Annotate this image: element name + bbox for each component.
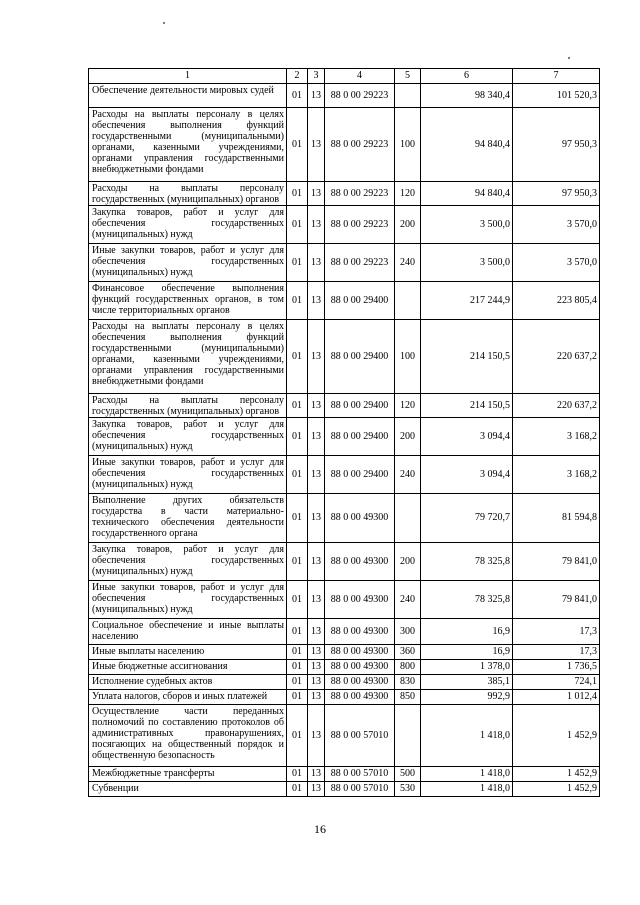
row-amount-year1: 217 244,9 xyxy=(421,282,513,320)
table-row xyxy=(89,619,600,645)
row-amount-year2: 3 570,0 xyxy=(513,244,600,282)
row-amount-year1: 78 325,8 xyxy=(421,543,513,581)
row-target-item: 88 0 00 29223 xyxy=(325,84,395,108)
row-section: 01 xyxy=(287,244,308,282)
row-expense-type: 120 xyxy=(395,394,421,418)
row-section: 01 xyxy=(287,320,308,394)
row-expense-type xyxy=(395,705,421,767)
row-amount-year2: 97 950,3 xyxy=(513,182,600,206)
row-name: Финансовое обеспечение выполнения функций государственных органов, в том числе территориальных органов xyxy=(89,282,287,320)
row-subsection: 13 xyxy=(308,690,325,705)
row-target-item: 88 0 00 29223 xyxy=(325,206,395,244)
row-amount-year2: 97 950,3 xyxy=(513,108,600,182)
row-target-item: 88 0 00 49300 xyxy=(325,675,395,690)
row-subsection: 13 xyxy=(308,282,325,320)
row-amount-year1: 94 840,4 xyxy=(421,182,513,206)
row-name: Исполнение судебных актов xyxy=(89,675,287,690)
row-target-item: 88 0 00 29223 xyxy=(325,182,395,206)
row-expense-type: 530 xyxy=(395,782,421,797)
column-header: 3 xyxy=(308,69,325,84)
table-row xyxy=(89,182,600,206)
row-target-item: 88 0 00 49300 xyxy=(325,645,395,660)
table-row xyxy=(89,660,600,675)
row-amount-year1: 992,9 xyxy=(421,690,513,705)
row-amount-year2: 17,3 xyxy=(513,645,600,660)
row-expense-type: 800 xyxy=(395,660,421,675)
table-row xyxy=(89,84,600,108)
row-amount-year1: 1 378,0 xyxy=(421,660,513,675)
row-section: 01 xyxy=(287,619,308,645)
row-target-item: 88 0 00 49300 xyxy=(325,543,395,581)
budget-table xyxy=(88,68,600,797)
row-subsection: 13 xyxy=(308,320,325,394)
table-header-row xyxy=(89,69,600,84)
column-header: 7 xyxy=(513,69,600,84)
row-subsection: 13 xyxy=(308,675,325,690)
row-target-item: 88 0 00 29223 xyxy=(325,108,395,182)
row-section: 01 xyxy=(287,206,308,244)
row-amount-year2: 79 841,0 xyxy=(513,543,600,581)
row-name: Расходы на выплаты персоналу государственных (муниципальных) органов xyxy=(89,394,287,418)
row-target-item: 88 0 00 29223 xyxy=(325,244,395,282)
row-expense-type: 500 xyxy=(395,767,421,782)
row-expense-type: 200 xyxy=(395,418,421,456)
table-body xyxy=(89,84,600,797)
row-name: Межбюджетные трансферты xyxy=(89,767,287,782)
row-section: 01 xyxy=(287,418,308,456)
row-section: 01 xyxy=(287,456,308,494)
row-target-item: 88 0 00 29400 xyxy=(325,418,395,456)
row-name: Иные закупки товаров, работ и услуг для обеспечения государственных (муниципальных) нужд xyxy=(89,581,287,619)
row-target-item: 88 0 00 49300 xyxy=(325,690,395,705)
table-row xyxy=(89,394,600,418)
row-amount-year1: 1 418,0 xyxy=(421,705,513,767)
row-expense-type: 830 xyxy=(395,675,421,690)
table-row xyxy=(89,418,600,456)
row-target-item: 88 0 00 49300 xyxy=(325,494,395,543)
row-section: 01 xyxy=(287,282,308,320)
row-expense-type: 200 xyxy=(395,206,421,244)
column-header: 2 xyxy=(287,69,308,84)
row-section: 01 xyxy=(287,182,308,206)
row-target-item: 88 0 00 49300 xyxy=(325,581,395,619)
row-target-item: 88 0 00 49300 xyxy=(325,619,395,645)
row-name: Субвенции xyxy=(89,782,287,797)
row-expense-type: 100 xyxy=(395,320,421,394)
row-amount-year1: 78 325,8 xyxy=(421,581,513,619)
row-subsection: 13 xyxy=(308,108,325,182)
row-name: Закупка товаров, работ и услуг для обеспечения государственных (муниципальных) нужд xyxy=(89,543,287,581)
table-row xyxy=(89,690,600,705)
row-amount-year2: 79 841,0 xyxy=(513,581,600,619)
row-subsection: 13 xyxy=(308,494,325,543)
row-subsection: 13 xyxy=(308,84,325,108)
row-target-item: 88 0 00 29400 xyxy=(325,456,395,494)
row-amount-year1: 3 094,4 xyxy=(421,456,513,494)
row-section: 01 xyxy=(287,543,308,581)
row-amount-year2: 724,1 xyxy=(513,675,600,690)
row-subsection: 13 xyxy=(308,782,325,797)
row-name: Расходы на выплаты персоналу в целях обеспечения выполнения функций государственными (муниципальными) органами, казенными учреждениями, органами управления государственными внебюджетными фондами xyxy=(89,320,287,394)
row-name: Выполнение других обязательств государства в части материально-технического обеспечения деятельности государственного органа xyxy=(89,494,287,543)
page-number: 16 xyxy=(314,822,326,836)
row-name: Закупка товаров, работ и услуг для обеспечения государственных (муниципальных) нужд xyxy=(89,418,287,456)
row-expense-type: 240 xyxy=(395,456,421,494)
row-name: Обеспечение деятельности мировых судей xyxy=(89,84,287,108)
row-name: Уплата налогов, сборов и иных платежей xyxy=(89,690,287,705)
budget-table-wrapper xyxy=(88,68,599,797)
row-amount-year2: 223 805,4 xyxy=(513,282,600,320)
table-row xyxy=(89,543,600,581)
row-amount-year2: 101 520,3 xyxy=(513,84,600,108)
row-subsection: 13 xyxy=(308,456,325,494)
table-row xyxy=(89,705,600,767)
row-expense-type: 240 xyxy=(395,244,421,282)
row-amount-year2: 1 012,4 xyxy=(513,690,600,705)
row-subsection: 13 xyxy=(308,418,325,456)
row-name: Иные закупки товаров, работ и услуг для обеспечения государственных (муниципальных) нужд xyxy=(89,244,287,282)
column-header: 1 xyxy=(89,69,287,84)
row-amount-year1: 3 500,0 xyxy=(421,206,513,244)
row-section: 01 xyxy=(287,645,308,660)
row-amount-year1: 214 150,5 xyxy=(421,320,513,394)
table-row xyxy=(89,581,600,619)
row-target-item: 88 0 00 49300 xyxy=(325,660,395,675)
row-amount-year2: 220 637,2 xyxy=(513,320,600,394)
row-section: 01 xyxy=(287,581,308,619)
row-expense-type: 100 xyxy=(395,108,421,182)
row-name: Расходы на выплаты персоналу государственных (муниципальных) органов xyxy=(89,182,287,206)
row-section: 01 xyxy=(287,690,308,705)
row-section: 01 xyxy=(287,84,308,108)
column-header: 4 xyxy=(325,69,395,84)
row-amount-year2: 3 570,0 xyxy=(513,206,600,244)
row-amount-year1: 214 150,5 xyxy=(421,394,513,418)
row-section: 01 xyxy=(287,108,308,182)
row-amount-year2: 3 168,2 xyxy=(513,456,600,494)
table-row xyxy=(89,767,600,782)
row-subsection: 13 xyxy=(308,767,325,782)
row-amount-year2: 1 452,9 xyxy=(513,767,600,782)
row-name: Социальное обеспечение и иные выплаты населению xyxy=(89,619,287,645)
row-expense-type xyxy=(395,282,421,320)
row-subsection: 13 xyxy=(308,244,325,282)
row-section: 01 xyxy=(287,782,308,797)
row-expense-type xyxy=(395,84,421,108)
row-expense-type: 240 xyxy=(395,581,421,619)
table-row xyxy=(89,456,600,494)
table-row xyxy=(89,108,600,182)
row-amount-year1: 16,9 xyxy=(421,619,513,645)
row-subsection: 13 xyxy=(308,394,325,418)
row-section: 01 xyxy=(287,660,308,675)
scan-speck xyxy=(163,22,165,24)
row-amount-year2: 1 736,5 xyxy=(513,660,600,675)
table-row xyxy=(89,206,600,244)
row-amount-year1: 385,1 xyxy=(421,675,513,690)
table-row xyxy=(89,782,600,797)
row-name: Осуществление части переданных полномочий по составлению протоколов об административных правонарушениях, посягающих на общественный порядок и общественную безопасность xyxy=(89,705,287,767)
row-amount-year2: 220 637,2 xyxy=(513,394,600,418)
table-row xyxy=(89,244,600,282)
row-subsection: 13 xyxy=(308,645,325,660)
row-subsection: 13 xyxy=(308,619,325,645)
row-name: Расходы на выплаты персоналу в целях обеспечения выполнения функций государственными (муниципальными) органами, казенными учреждениями, органами управления государственными внебюджетными фондами xyxy=(89,108,287,182)
row-name: Иные бюджетные ассигнования xyxy=(89,660,287,675)
row-amount-year1: 16,9 xyxy=(421,645,513,660)
scan-speck xyxy=(568,57,570,59)
row-expense-type: 360 xyxy=(395,645,421,660)
table-row xyxy=(89,320,600,394)
row-subsection: 13 xyxy=(308,705,325,767)
row-section: 01 xyxy=(287,705,308,767)
table-row xyxy=(89,282,600,320)
row-amount-year1: 94 840,4 xyxy=(421,108,513,182)
row-amount-year1: 1 418,0 xyxy=(421,782,513,797)
row-expense-type: 850 xyxy=(395,690,421,705)
row-section: 01 xyxy=(287,675,308,690)
row-expense-type: 300 xyxy=(395,619,421,645)
row-amount-year2: 1 452,9 xyxy=(513,705,600,767)
row-name: Иные закупки товаров, работ и услуг для обеспечения государственных (муниципальных) нужд xyxy=(89,456,287,494)
row-section: 01 xyxy=(287,767,308,782)
row-section: 01 xyxy=(287,494,308,543)
row-amount-year1: 3 094,4 xyxy=(421,418,513,456)
row-target-item: 88 0 00 57010 xyxy=(325,782,395,797)
column-header: 6 xyxy=(421,69,513,84)
row-amount-year1: 79 720,7 xyxy=(421,494,513,543)
row-amount-year2: 17,3 xyxy=(513,619,600,645)
row-subsection: 13 xyxy=(308,182,325,206)
row-amount-year1: 98 340,4 xyxy=(421,84,513,108)
row-target-item: 88 0 00 57010 xyxy=(325,767,395,782)
row-subsection: 13 xyxy=(308,660,325,675)
row-amount-year2: 1 452,9 xyxy=(513,782,600,797)
table-row xyxy=(89,494,600,543)
table-row xyxy=(89,675,600,690)
row-expense-type: 200 xyxy=(395,543,421,581)
row-target-item: 88 0 00 29400 xyxy=(325,394,395,418)
row-target-item: 88 0 00 29400 xyxy=(325,320,395,394)
row-expense-type: 120 xyxy=(395,182,421,206)
row-name: Закупка товаров, работ и услуг для обеспечения государственных (муниципальных) нужд xyxy=(89,206,287,244)
row-section: 01 xyxy=(287,394,308,418)
row-amount-year1: 3 500,0 xyxy=(421,244,513,282)
row-expense-type xyxy=(395,494,421,543)
row-amount-year2: 81 594,8 xyxy=(513,494,600,543)
row-name: Иные выплаты населению xyxy=(89,645,287,660)
row-subsection: 13 xyxy=(308,206,325,244)
row-target-item: 88 0 00 29400 xyxy=(325,282,395,320)
column-header: 5 xyxy=(395,69,421,84)
row-amount-year2: 3 168,2 xyxy=(513,418,600,456)
row-amount-year1: 1 418,0 xyxy=(421,767,513,782)
row-subsection: 13 xyxy=(308,581,325,619)
row-subsection: 13 xyxy=(308,543,325,581)
row-target-item: 88 0 00 57010 xyxy=(325,705,395,767)
table-row xyxy=(89,645,600,660)
